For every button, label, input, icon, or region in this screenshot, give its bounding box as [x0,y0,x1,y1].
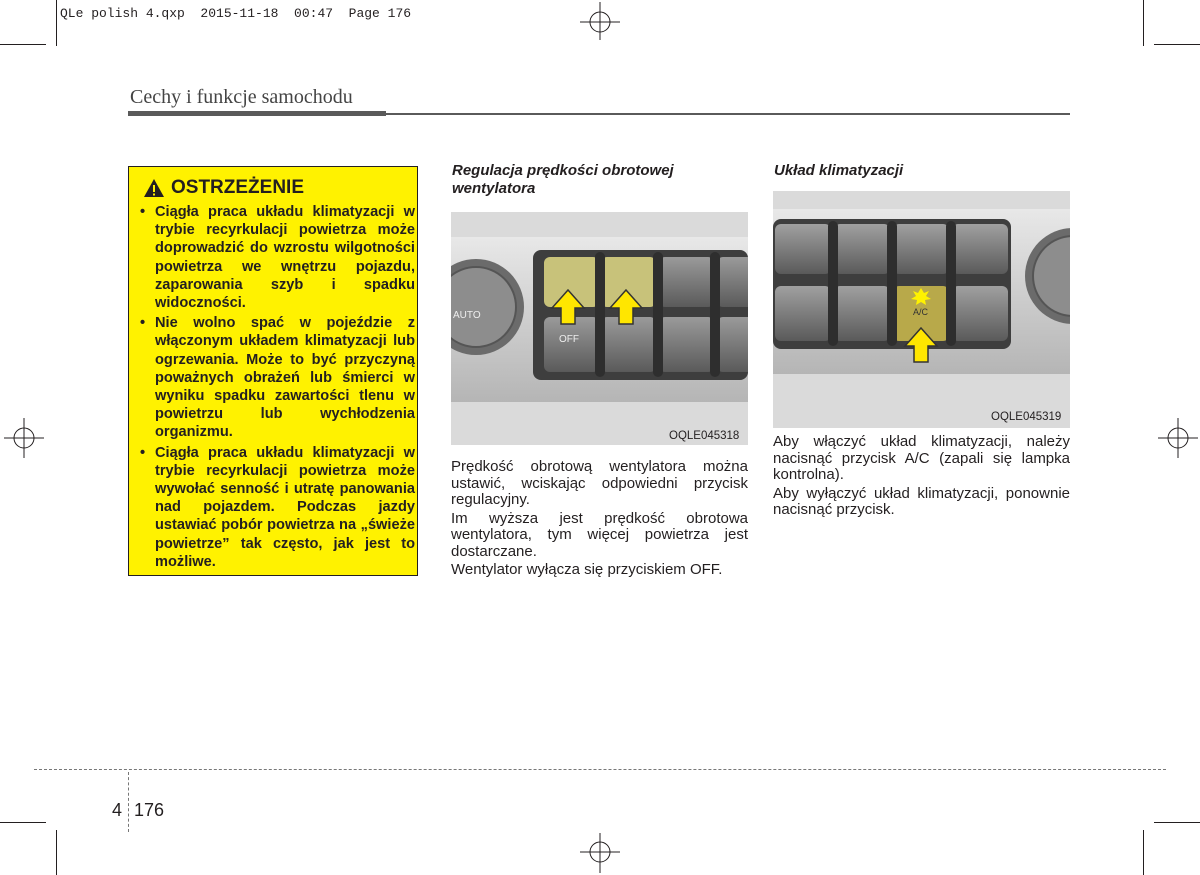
registration-mark-icon [580,833,620,873]
print-slug: QLe polish 4.qxp 2015-11-18 00:47 Page 176 [60,6,412,21]
warning-item: • Ciągła praca układu klimatyzacji w trybie recyrkulacji powietrza może doprowadzić do wzrostu wilgotności powietrza we wnętrzu pojazdu, zaparowania szyb i spadku widoczności. [139,203,415,312]
warning-heading [143,177,304,199]
registration-mark-icon [1158,418,1198,458]
header-rule [128,111,386,116]
warning-box [128,166,418,576]
crop-mark [56,830,57,875]
warning-item: • Ciągła praca układu klimatyzacji w trybie recyrkulacji powietrza może wywołać senność i utratę panowania nad pojazdem. Podczas jazdy ustawiać pobór powietrza na „świeże powietrze” tak często, jak jest to możliwe. [139,444,415,571]
section-title: Cechy i funkcje samochodu [130,86,353,108]
warning-title: OSTRZEŻENIE [171,177,305,198]
crop-mark [1154,44,1200,45]
figure-code: OQLE045318 [669,430,740,442]
warning-list [139,203,415,573]
figure-code: OQLE045319 [991,411,1062,423]
fan-control-panel-illustration [451,212,748,445]
paragraph: Wentylator wyłącza się przyciskiem OFF. [451,561,723,578]
crop-mark [0,822,46,823]
registration-mark-icon [580,0,620,40]
fan-section-heading: Regulacja prędkości obrotowej wentylatora [452,162,674,197]
crop-mark [1143,830,1144,875]
paragraph: Aby wyłączyć układ klimatyzacji, ponownie nacisnąć przycisk. [773,484,1070,518]
paragraph: Prędkość obrotową wentylatora można ustawić, wciskając odpowiedni przycisk regulacyjny. [451,458,748,508]
warning-item: • Nie wolno spać w pojeździe z włączonym układem klimatyzacji lub ogrzewania. Może to być przyczyną poważnych obrażeń lub śmierci w wyniku spadku zawartości tlenu w powietrzu lub wychłodzenia organizmu. [139,314,415,441]
ac-section-body [773,434,1070,521]
auto-button-label: AUTO [453,310,481,321]
header-rule [386,113,1070,115]
paragraph: Im wyższa jest prędkość obrotowa wentylatora, tym więcej powietrza jest dostarczane. [451,509,748,560]
fan-control-figure [451,212,748,445]
fan-section-body [451,459,748,581]
paragraph: Aby włączyć układ klimatyzacji, należy nacisnąć przycisk A/C (zapali się lampka kontrolna). [773,433,1070,483]
footer-rule [34,769,1166,770]
footer-divider [128,772,129,832]
ac-control-figure [773,191,1070,428]
off-button-label: OFF [559,334,579,345]
registration-mark-icon [4,418,44,458]
crop-mark [1154,822,1200,823]
chapter-number: 4 [112,800,123,820]
warning-triangle-icon [143,178,165,198]
crop-mark [56,0,57,46]
ac-section-heading: Układ klimatyzacji [774,162,904,179]
crop-mark [0,44,46,45]
crop-mark [1143,0,1144,46]
page-number: 176 [134,800,165,820]
ac-button-label: A/C [913,307,929,317]
